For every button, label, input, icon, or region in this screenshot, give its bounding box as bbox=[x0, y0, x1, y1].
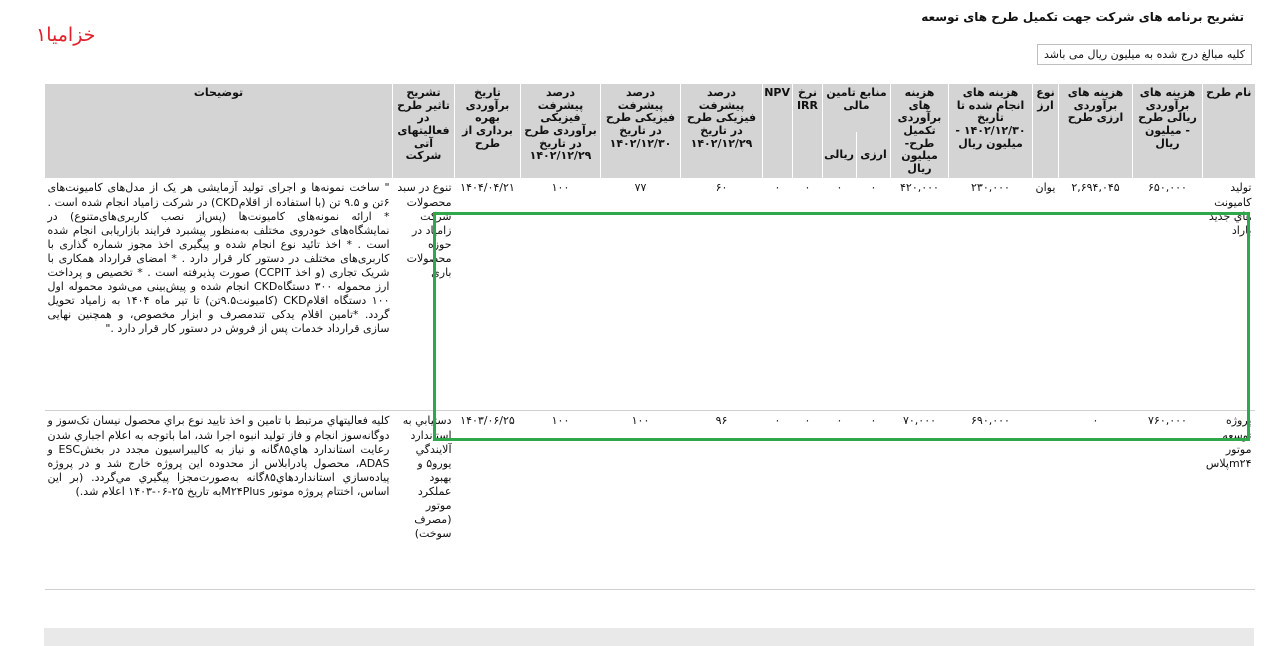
col-operation-date: تاریخ برآوردی بهره برداری از طرح bbox=[455, 84, 521, 178]
cell-rial-cost: ۶۵۰,۰۰۰ bbox=[1133, 178, 1203, 411]
cell-plan-name: تولید کامیونت هاي جدید باراد bbox=[1203, 178, 1255, 411]
cell-remaining-cost: ۴۲۰,۰۰۰ bbox=[891, 178, 949, 411]
cell-impact: دستيابي به استاندارد آلایندگي یورو۵ و بهبود عملکرد موتور (مصرف سوخت) bbox=[393, 411, 455, 590]
col-funding-rial: ریالی bbox=[823, 132, 857, 178]
cell-funding-fx: ۰ bbox=[857, 178, 891, 411]
cell-npv: ۰ bbox=[763, 411, 793, 590]
cell-progress-forecast: ۱۰۰ bbox=[521, 178, 601, 411]
col-rial-cost: هزینه های برآوردی ریالی طرح - میلیون ریال bbox=[1133, 84, 1203, 178]
cell-operation-date: ۱۴۰۳/۰۶/۲۵ bbox=[455, 411, 521, 590]
col-fx-type: نوع ارز bbox=[1033, 84, 1059, 178]
cell-remaining-cost: ۷۰,۰۰۰ bbox=[891, 411, 949, 590]
col-description: توضیحات bbox=[45, 84, 393, 178]
col-funding-fx: ارزی bbox=[857, 132, 891, 178]
cell-progress-estimated: ۹۶ bbox=[681, 411, 763, 590]
cell-description: " ساخت نمونه‌ها و اجرای تولید آزمایشی هر یک از مدل‌های کامیونت‌های ۶تن و ۹.۵ تن (با استفاده از اقلامCKD) در شرکت زامیاد انجام شده است . * ارائه نمونه‌های کامیونت‌ها (پس‌از نصب کاربری‌های‌متنوع) در نمایشگاه‌های خودروی مختلف به‌منظور پیشبرد فرایند بازاریابی انجام شده است . * اخذ تائید نوع انجام شده و پیگیری اخذ مجوز شماره گذاری با کاربری‌های مختلف در دستور کار قرار دارد . * امضای قرارداد همکاری با شریک تجاری (و اخذ CCPIT) صورت پذیرفته است . * تخصیص و پرداخت ارز محموله ۳۰۰ دستگاه‌CKD انجام شده و پیش‌بینی می‌شود محموله اول ۱۰۰ دستگاه اقلام‌CKD (کامیونت۹.۵تن) تا تیر ماه ۱۴۰۴ به زامیاد تحویل گردد. *تامین اقلام یدکی تندمصرف و ابزار مخصوص، و همچنین نهایی سازی قرارداد خدمات پس از فروش در دستور کار قرار دارد ." bbox=[45, 178, 393, 411]
company-symbol: خزامیا۱ bbox=[36, 24, 96, 46]
table-row bbox=[45, 411, 1255, 590]
cell-operation-date: ۱۴۰۴/۰۴/۲۱ bbox=[455, 178, 521, 411]
col-progress-forecast: درصد پیشرفت فیزیکی برآوردی طرح در تاریخ ۱۴۰۲/۱۲/۲۹ bbox=[521, 84, 601, 178]
cell-irr: ۰ bbox=[793, 178, 823, 411]
col-spent-cost: هزینه های انجام شده تا تاریخ ۱۴۰۲/۱۲/۳۰ - میلیون ریال bbox=[949, 84, 1033, 178]
col-npv: NPV bbox=[763, 84, 793, 178]
col-irr: نرخ IRR bbox=[793, 84, 823, 178]
cell-fx-cost: ۲,۶۹۴,۰۴۵ bbox=[1059, 178, 1133, 411]
cell-fx-type: یوان bbox=[1033, 178, 1059, 411]
cell-description: کلیه فعالیتهاي مرتبط با تامین و اخذ تایید نوع براي محصول نیسان تک‌سوز و دوگانه‌سوز انجام و فاز تولید انبوه اجرا شد، اما باتوجه به اعلام اجباري شدن رعایت استاندارد هاي۸۵گانه و نیاز به کالیبراسیون مجدد در بخشESC و ADAS، محصول پادرابلاس از محدوده این پروژه خارج شد و در پروژه پیاده‌سازي استانداردهاي۸۵گانه به‌صورت‌مجزا پیگیري مي‌گردد. (بر این اساس، اختتام پروژه موتور M۲۴Plusبه تاریخ ۲۵-۰۶-۱۴۰۳ اعلام شد.) bbox=[45, 411, 393, 590]
col-fx-cost: هزینه های برآوردی ارزی طرح bbox=[1059, 84, 1133, 178]
development-plans-table bbox=[44, 84, 1255, 590]
cell-spent-cost: ۶۹۰,۰۰۰ bbox=[949, 411, 1033, 590]
cell-funding-fx: ۰ bbox=[857, 411, 891, 590]
cell-funding-rial: ۰ bbox=[823, 178, 857, 411]
cell-progress-actual: ۱۰۰ bbox=[601, 411, 681, 590]
col-plan-name: نام طرح bbox=[1203, 84, 1255, 178]
cell-progress-estimated: ۶۰ bbox=[681, 178, 763, 411]
table-row bbox=[45, 178, 1255, 411]
cell-fx-cost: ۰ bbox=[1059, 411, 1133, 590]
col-remaining-cost: هزینه های برآوردی تکمیل طرح- میلیون ریال bbox=[891, 84, 949, 178]
cell-plan-name: پروژه توسعه موتور m۲۴پلاس bbox=[1203, 411, 1255, 590]
cell-npv: ۰ bbox=[763, 178, 793, 411]
cell-rial-cost: ۷۶۰,۰۰۰ bbox=[1133, 411, 1203, 590]
cell-impact: تنوع در سبد محصولات شرکت زامیاد در حوزه محصولات باری bbox=[393, 178, 455, 411]
col-funding: منابع تامین مالی bbox=[823, 84, 891, 132]
cell-progress-forecast: ۱۰۰ bbox=[521, 411, 601, 590]
page-title: تشریح برنامه های شرکت جهت تکمیل طرح های توسعه bbox=[921, 10, 1244, 24]
cell-spent-cost: ۲۳۰,۰۰۰ bbox=[949, 178, 1033, 411]
col-progress-actual: درصد پیشرفت فیزیکی طرح در تاریخ ۱۴۰۲/۱۲/۳۰ bbox=[601, 84, 681, 178]
cell-funding-rial: ۰ bbox=[823, 411, 857, 590]
currency-note: کلیه مبالغ درج شده به میلیون ریال می باشد bbox=[1037, 44, 1252, 65]
col-impact: تشریح تاثیر طرح در فعالیتهای آتی شرکت bbox=[393, 84, 455, 178]
cell-progress-actual: ۷۷ bbox=[601, 178, 681, 411]
cell-fx-type bbox=[1033, 411, 1059, 590]
header-row bbox=[45, 84, 1255, 132]
col-progress-estimated: درصد پیشرفت فیزیکی طرح در تاریخ ۱۴۰۲/۱۲/۲۹ bbox=[681, 84, 763, 178]
cell-irr: ۰ bbox=[793, 411, 823, 590]
table-footer-band bbox=[44, 628, 1254, 646]
